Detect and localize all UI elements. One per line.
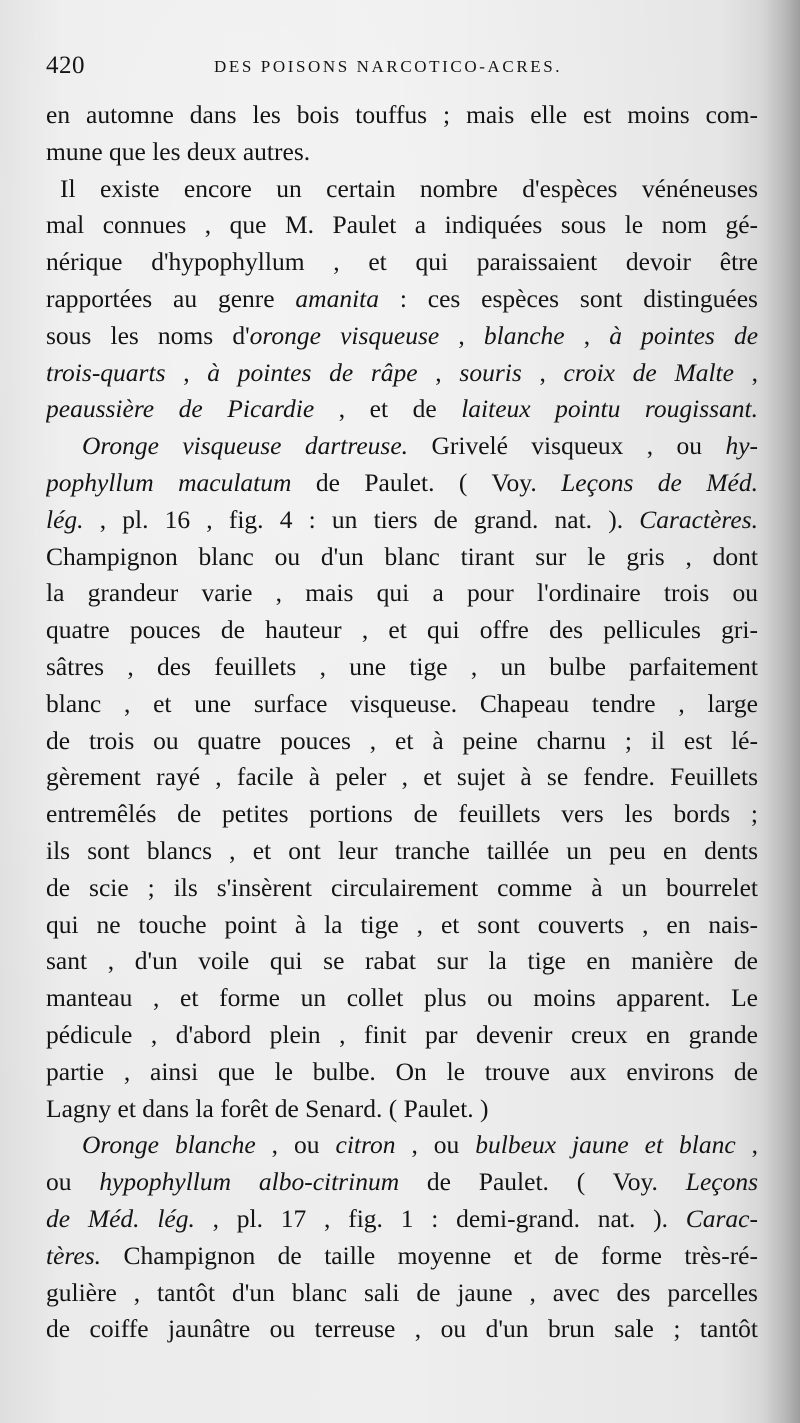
text-segment: rapportées au genre (46, 283, 296, 313)
page-header (46, 52, 758, 88)
text-line (46, 723, 758, 760)
text-segment: : ces espèces sont distinguées (379, 283, 758, 313)
running-head: DES POISONS NARCOTICO-ACRES. (214, 57, 563, 76)
text-line (46, 575, 758, 612)
text-line (46, 502, 758, 539)
text-line (46, 539, 758, 576)
italic-text: à pointes de râpe (207, 357, 418, 387)
text-line (46, 1275, 758, 1312)
text-segment: , et de (314, 394, 462, 424)
text-segment: , (439, 320, 484, 350)
italic-text: Carac- (685, 1203, 758, 1233)
text-segment: , (733, 357, 758, 387)
italic-text: Oronge visqueuse dartreuse. (82, 431, 409, 461)
text-line (46, 759, 758, 796)
text-line (46, 428, 758, 465)
text-line (46, 1201, 758, 1238)
text-line (46, 1238, 758, 1275)
text-segment: mal connues , que M. Paulet a indiquées sous le nom gé- (46, 210, 758, 240)
text-segment: sous les noms d' (46, 320, 250, 350)
text-line (46, 612, 758, 649)
text-segment: de coiffe jaunâtre ou terreuse , ou d'un brun sale ; tantôt (46, 1314, 758, 1344)
text-line (46, 207, 758, 244)
italic-text: Leçons de Méd. (561, 467, 758, 497)
body-text (46, 97, 758, 1348)
text-segment: de scie ; ils s'insèrent circulairement comme à un bourrelet (46, 872, 758, 902)
text-segment: , pl. 16 , fig. 4 : un tiers de grand. nat. ). (83, 504, 640, 534)
italic-text: Oronge blanche (82, 1130, 256, 1160)
italic-text: amanita (295, 283, 380, 313)
text-segment: , ou (255, 1130, 336, 1160)
text-line (46, 244, 758, 281)
text-line (46, 134, 758, 171)
text-segment: blanc , et une surface visqueuse. Chapeau tendre , large (46, 688, 758, 718)
text-segment: de trois ou quatre pouces , et à peine charnu ; il est lé- (46, 725, 758, 755)
text-segment: Champignon de taille moyenne et de forme très-ré- (101, 1240, 758, 1270)
text-line (46, 796, 758, 833)
text-segment: partie , ainsi que le bulbe. On le trouve aux environs de (46, 1056, 758, 1086)
text-segment: entremêlés de petites portions de feuillets vers les bords ; (46, 799, 758, 829)
text-line (46, 980, 758, 1017)
text-segment: de Paulet. ( Voy. (291, 467, 562, 497)
text-line (46, 907, 758, 944)
italic-text: lég. (46, 504, 84, 534)
text-segment: Champignon blanc ou d'un blanc tirant sur le gris , dont (46, 541, 758, 571)
text-segment: la grandeur varie , mais qui a pour l'ordinaire trois ou (46, 578, 758, 608)
text-line (46, 171, 758, 208)
text-segment: gulière , tantôt d'un blanc sali de jaune , avec des parcelles (46, 1277, 758, 1307)
italic-text: croix de Malte (563, 357, 734, 387)
text-line (46, 355, 758, 392)
text-segment: gèrement rayé , facile à peler , et sujet à se fendre. Feuillets (46, 762, 758, 792)
italic-text: hy- (725, 431, 758, 461)
italic-text: oronge visqueuse (249, 320, 440, 350)
italic-text: Caractères. (639, 504, 758, 534)
italic-text: blanche (483, 320, 565, 350)
text-segment: de Paulet. ( Voy. (399, 1167, 686, 1197)
text-line (46, 391, 758, 428)
text-segment: Lagny et dans la forêt de Senard. ( Paulet. ) (46, 1093, 489, 1123)
text-line (46, 465, 758, 502)
text-segment: , (165, 357, 208, 387)
italic-text: hypophyllum albo-citrinum (99, 1167, 400, 1197)
text-segment: pédicule , d'abord plein , finit par devenir creux en grande (46, 1019, 758, 1049)
text-segment: , pl. 17 , fig. 1 : demi-grand. nat. ). (194, 1203, 686, 1233)
italic-text: trois-quarts (46, 357, 166, 387)
text-segment: nérique d'hypophyllum , et qui paraissaient devoir être (46, 247, 758, 277)
italic-text: souris (459, 357, 522, 387)
italic-text: à pointes de (609, 320, 758, 350)
text-segment: , (564, 320, 610, 350)
text-segment: manteau , et forme un collet plus ou moins apparent. Le (46, 983, 758, 1013)
text-line (46, 833, 758, 870)
page-edge-shadow (762, 0, 800, 1423)
text-line (46, 1164, 758, 1201)
text-line (46, 870, 758, 907)
italic-text: laiteux pointu rougissant. (461, 394, 758, 424)
text-segment: , (417, 357, 460, 387)
text-segment: quatre pouces de hauteur , et qui offre des pellicules gri- (46, 615, 758, 645)
text-line (46, 97, 758, 134)
text-line (46, 1127, 758, 1164)
text-segment: Il existe encore un certain nombre d'espèces vénéneuses (60, 173, 758, 203)
text-line (46, 318, 758, 355)
text-line (46, 1017, 758, 1054)
italic-text: bulbeux jaune et blanc (475, 1130, 736, 1160)
text-line (46, 1311, 758, 1348)
italic-text: citron (335, 1130, 396, 1160)
text-segment: ou (46, 1167, 100, 1197)
text-segment: , (521, 357, 564, 387)
text-segment: qui ne touche point à la tige , et sont couverts , en nais- (46, 909, 758, 939)
text-segment: sâtres , des feuillets , une tige , un bulbe parfaitement (46, 651, 758, 681)
italic-text: peaussière de Picardie (46, 394, 315, 424)
text-segment: , ou (395, 1130, 476, 1160)
text-segment: mune que les deux autres. (46, 136, 311, 166)
italic-text: tères. (46, 1240, 101, 1270)
text-segment: en automne dans les bois touffus ; mais elle est moins com- (46, 100, 758, 129)
text-line (46, 281, 758, 318)
italic-text: Leçons (685, 1167, 758, 1197)
text-line (46, 1054, 758, 1091)
page-number: 420 (46, 52, 85, 79)
text-segment: Grivelé visqueux , ou (408, 431, 726, 461)
italic-text: de Méd. lég. (46, 1203, 195, 1233)
text-segment: sant , d'un voile qui se rabat sur la tige en manière de (46, 946, 758, 976)
text-segment: , (735, 1130, 758, 1160)
text-line (46, 1091, 758, 1128)
text-line (46, 649, 758, 686)
text-line (46, 943, 758, 980)
text-line (46, 686, 758, 723)
text-segment: ils sont blancs , et ont leur tranche taillée un peu en dents (46, 835, 758, 865)
italic-text: pophyllum maculatum (46, 467, 292, 497)
